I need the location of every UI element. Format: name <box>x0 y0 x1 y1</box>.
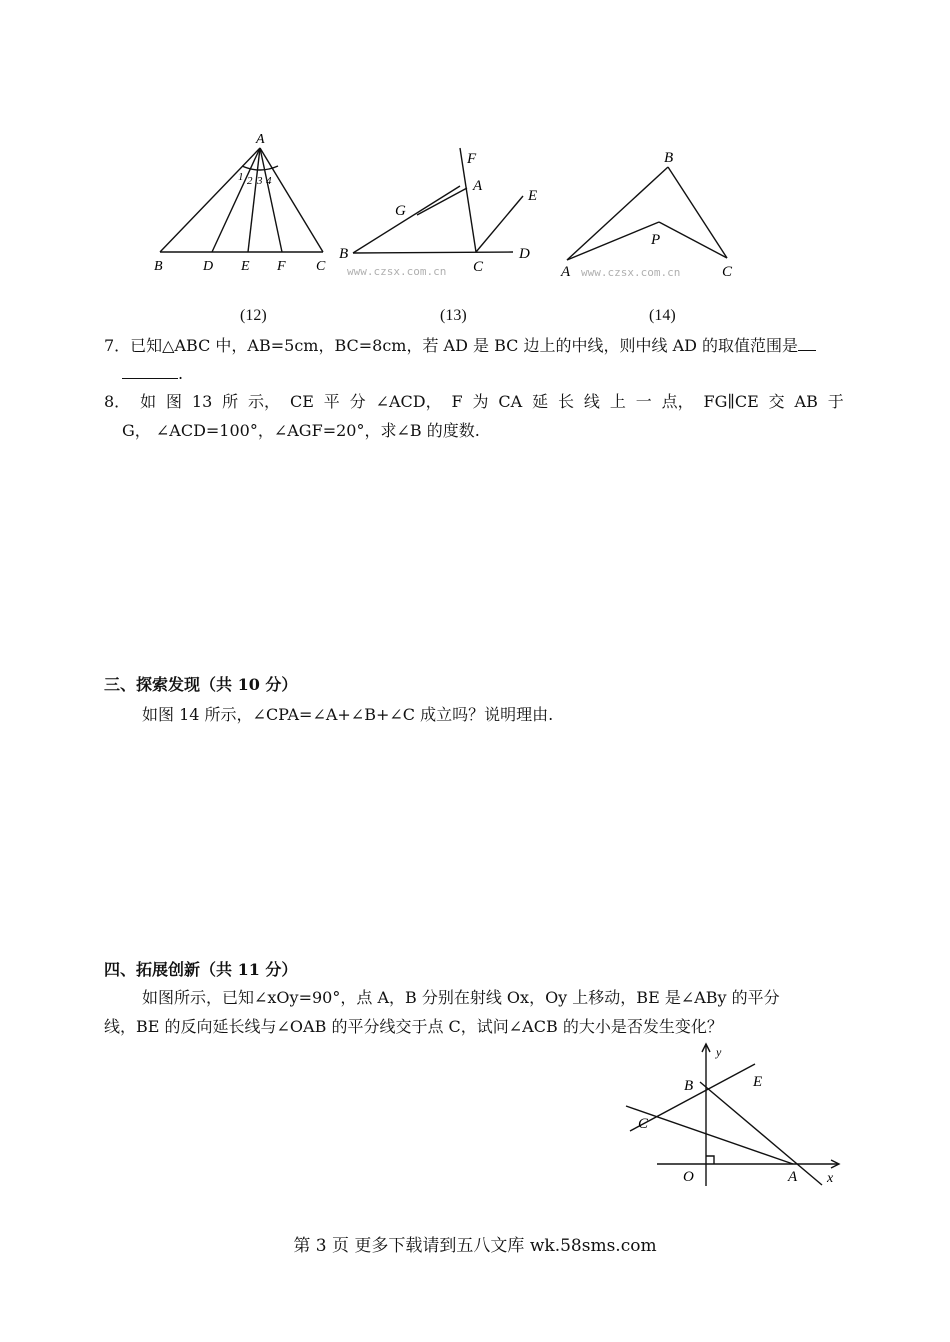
q8-token: 示， <box>248 392 281 411</box>
answer-blank-cont <box>122 364 178 379</box>
fig13-label-F: F <box>467 151 477 167</box>
fig12-label-F: F <box>277 259 286 274</box>
q8-token: FG∥CE <box>703 392 759 411</box>
fig12-caption: (12) <box>240 307 267 324</box>
q8-token: 8． <box>104 392 131 411</box>
fig13-label-A: A <box>473 178 483 194</box>
fig-extend-label-y: y <box>716 1045 722 1059</box>
fig12-angle-3: 3 <box>257 175 263 187</box>
fig12-label-E: E <box>241 259 250 274</box>
fig-extend-label-C: C <box>638 1116 649 1132</box>
q8-token: 长 <box>558 392 575 411</box>
fig12-label-D: D <box>203 259 214 274</box>
q8-token: CA <box>498 392 523 411</box>
fig14-watermark: www.czsx.com.cn <box>581 266 681 279</box>
section-4-heading: 四、拓展创新（共 11 分） <box>104 960 298 979</box>
q8-token: 于 <box>827 392 844 411</box>
fig-extend-label-B: B <box>684 1078 694 1094</box>
fig13-label-D: D <box>519 246 530 262</box>
fig12-angle-2: 2 <box>247 175 253 187</box>
q8-token: 线 <box>583 392 600 411</box>
fig12-angle-1: 1 <box>238 171 244 183</box>
fig-extend-label-O: O <box>683 1169 694 1185</box>
fig14-label-A: A <box>561 264 571 280</box>
page-footer: 第 3 页 更多下载请到五八文库 wk.58sms.com <box>293 1236 657 1256</box>
section-3-body: 如图 14 所示，∠CPA=∠A+∠B+∠C 成立吗？说明理由. <box>142 705 554 724</box>
fig13-label-B: B <box>339 246 349 262</box>
fig13-label-G: G <box>395 203 406 219</box>
q8-token: 13 <box>191 392 213 411</box>
q8-token: AB <box>794 392 818 411</box>
fig12-label-A: A <box>256 132 265 147</box>
q8-token: 延 <box>532 392 549 411</box>
section-3-heading: 三、探索发现（共 10 分） <box>104 675 298 694</box>
q8-token: 点， <box>661 392 694 411</box>
question-7 <box>104 334 816 358</box>
q8-token: 上 <box>609 392 626 411</box>
q8-token: 图 <box>165 392 182 411</box>
q8-token: 一 <box>635 392 652 411</box>
fig-extend-label-x: x <box>827 1171 834 1186</box>
q8-token: 分 <box>349 392 366 411</box>
section-4-line2: 线，BE 的反向延长线与∠OAB 的平分线交于点 C，试问∠ACB 的大小是否发生变化？ <box>104 1017 723 1036</box>
fig14-label-B: B <box>664 150 674 166</box>
q8-token: 为 <box>472 392 489 411</box>
fig12-label-B: B <box>154 259 163 274</box>
fig13-label-E: E <box>528 188 538 204</box>
figure-13 <box>335 140 555 290</box>
fig14-label-P: P <box>651 232 661 248</box>
fig-extend-label-E: E <box>753 1074 763 1090</box>
fig-extend-label-A: A <box>788 1169 798 1185</box>
section-4-line1: 如图所示，已知∠xOy=90°，点 A，B 分别在射线 Ox，Oy 上移动，BE 是∠ABy 的平分 <box>142 988 780 1007</box>
q8-token: CE <box>289 392 314 411</box>
fig14-caption: (14) <box>649 307 676 324</box>
question-7-end: . <box>178 364 184 383</box>
figure-12 <box>145 128 345 278</box>
q8-token: ∠ACD， <box>375 392 442 411</box>
question-7-cont <box>122 362 183 386</box>
q8-token: 所 <box>222 392 239 411</box>
question-8-line2: G， ∠ACD=100°，∠AGF=20°，求∠B 的度数. <box>122 421 480 440</box>
figure-extend <box>610 1040 850 1190</box>
q8-token: 平 <box>323 392 340 411</box>
q8-token: 交 <box>768 392 785 411</box>
fig12-angle-4: 4 <box>266 175 272 187</box>
figure-14 <box>555 140 735 290</box>
fig13-caption: (13) <box>440 307 467 324</box>
question-7-text: 7．已知△ABC 中，AB=5cm，BC=8cm，若 AD 是 BC 边上的中线，则中线 AD 的取值范围是 <box>104 336 799 355</box>
question-8-line1 <box>104 390 844 414</box>
fig14-label-C: C <box>722 264 733 280</box>
fig13-label-C: C <box>473 259 484 275</box>
fig12-label-C: C <box>316 259 326 274</box>
fig13-watermark: www.czsx.com.cn <box>347 265 447 278</box>
q8-token: 如 <box>140 392 157 411</box>
answer-blank <box>798 336 816 351</box>
q8-token: F <box>451 392 463 411</box>
